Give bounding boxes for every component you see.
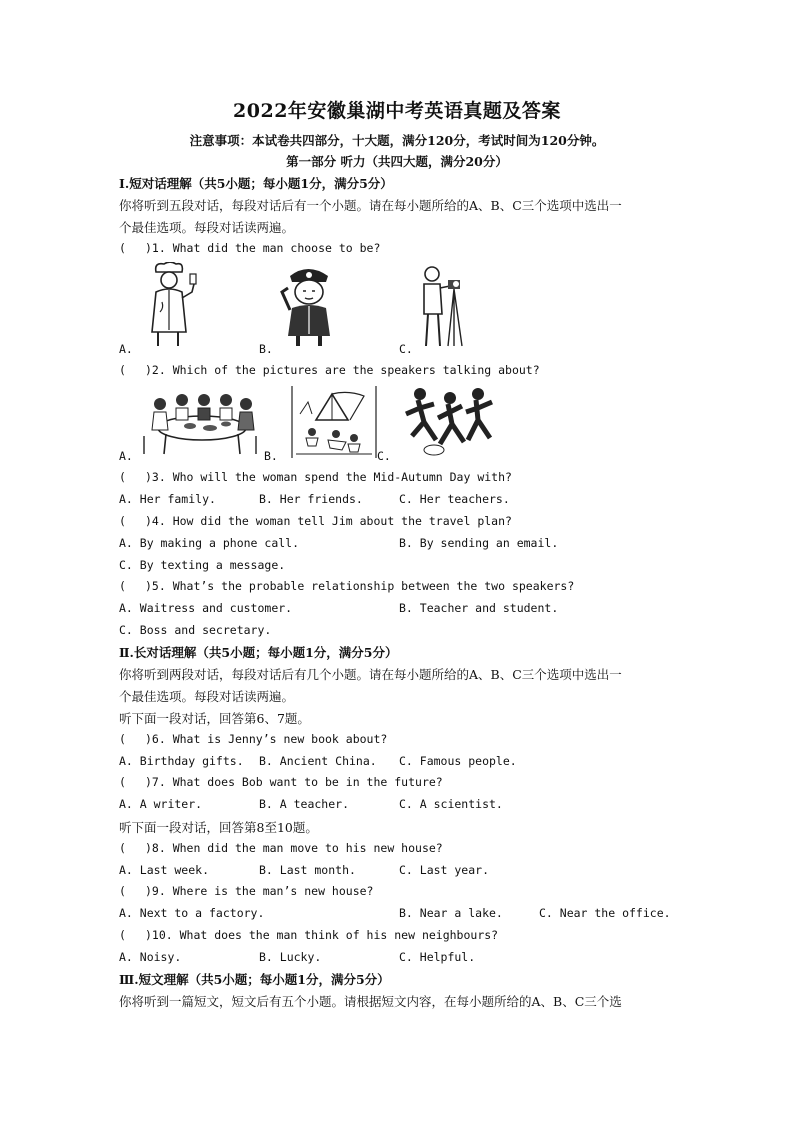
q3-option-b[interactable]: B. Her friends. (259, 492, 363, 506)
q6-option-a[interactable]: A. Birthday gifts. (119, 754, 244, 768)
answer-blank[interactable]: ( (119, 579, 126, 593)
question-9 (119, 884, 373, 898)
question-text: )7. What does Bob want to be in the future? (145, 775, 443, 789)
q1-option-c[interactable]: C. (399, 342, 413, 356)
question-7 (119, 775, 443, 789)
q8-option-a[interactable]: A. Last week. (119, 863, 210, 877)
question-text: )10. What does the man think of his new neighbours? (145, 928, 499, 942)
question-text: )4. How did the woman tell Jim about the travel plan? (145, 514, 512, 528)
section-2-instruction-cont: 个最佳选项。每段对话读两遍。 (119, 689, 295, 704)
section-2-heading: Ⅱ.长对话理解（共5小题；每小题1分，满分5分） (119, 645, 398, 660)
q5-option-a[interactable]: A. Waitress and customer. (119, 601, 293, 615)
question-8 (119, 841, 443, 855)
exam-notice: 注意事项：本试卷共四部分，十大题，满分120分，考试时间为120分钟。 (189, 133, 605, 148)
q8-option-b[interactable]: B. Last month. (259, 863, 356, 877)
q1-option-b[interactable]: B. (259, 342, 273, 356)
section-2-instruction: 你将听到两段对话，每段对话后有几个小题。请在每小题所给的A、B、C三个选项中选出一 (119, 667, 622, 682)
question-6 (119, 732, 387, 746)
answer-blank[interactable]: ( (119, 884, 126, 898)
q4-option-b[interactable]: B. By sending an email. (399, 536, 559, 550)
answer-blank[interactable]: ( (119, 928, 126, 942)
photographer-picture[interactable] (418, 262, 466, 348)
part-heading: 第一部分 听力（共四大题，满分20分） (286, 154, 508, 169)
q2-option-b[interactable]: B. (264, 449, 278, 463)
question-1 (119, 241, 380, 255)
answer-blank[interactable]: ( (119, 241, 126, 255)
section-1-instruction: 你将听到五段对话，每段对话后有一个小题。请在每小题所给的A、B、C三个选项中选出一 (119, 198, 622, 213)
question-text: )6. What is Jenny’s new book about? (145, 732, 388, 746)
q8-option-c[interactable]: C. Last year. (399, 863, 490, 877)
q2-option-c[interactable]: C. (377, 449, 391, 463)
q10-option-a[interactable]: A. Noisy. (119, 950, 182, 964)
answer-blank[interactable]: ( (119, 775, 126, 789)
q1-option-a[interactable]: A. (119, 342, 133, 356)
q4-option-c[interactable]: C. By texting a message. (119, 558, 286, 572)
section-1-heading: Ⅰ.短对话理解（共5小题；每小题1分，满分5分） (119, 176, 393, 191)
police-officer-picture[interactable] (278, 262, 340, 348)
question-4 (119, 514, 512, 528)
question-text: )3. Who will the woman spend the Mid-Autumn Day with? (145, 470, 512, 484)
section-3-instruction: 你将听到一篇短文，短文后有五个小题。请根据短文内容，在每小题所给的A、B、C三个选 (119, 994, 622, 1009)
answer-blank[interactable]: ( (119, 470, 126, 484)
q3-option-a[interactable]: A. Her family. (119, 492, 216, 506)
question-text: )1. What did the man choose to be? (145, 241, 381, 255)
running-people-picture[interactable] (398, 384, 496, 460)
q7-option-c[interactable]: C. A scientist. (399, 797, 503, 811)
question-10 (119, 928, 498, 942)
doctor-picture[interactable] (140, 262, 198, 348)
section-1-instruction-cont: 个最佳选项。每段对话读两遍。 (119, 220, 295, 235)
q9-option-a[interactable]: A. Next to a factory. (119, 906, 265, 920)
family-dinner-picture[interactable] (140, 390, 262, 456)
camping-picture[interactable] (288, 384, 380, 460)
q5-option-b[interactable]: B. Teacher and student. (399, 601, 559, 615)
q5-option-c[interactable]: C. Boss and secretary. (119, 623, 272, 637)
question-text: )8. When did the man move to his new house? (145, 841, 443, 855)
question-text: )5. What’s the probable relationship between the two speakers? (145, 579, 575, 593)
answer-blank[interactable]: ( (119, 841, 126, 855)
answer-blank[interactable]: ( (119, 363, 126, 377)
answer-blank[interactable]: ( (119, 732, 126, 746)
q7-option-a[interactable]: A. A writer. (119, 797, 203, 811)
q10-option-c[interactable]: C. Helpful. (399, 950, 476, 964)
page-title: 2022年安徽巢湖中考英语真题及答案 (233, 100, 561, 122)
q4-option-a[interactable]: A. By making a phone call. (119, 536, 300, 550)
question-5 (119, 579, 574, 593)
q9-option-c[interactable]: C. Near the office. (539, 906, 671, 920)
q6-option-b[interactable]: B. Ancient China. (259, 754, 377, 768)
question-text: )2. Which of the pictures are the speakers talking about? (145, 363, 540, 377)
section-2-sub-instruction-1: 听下面一段对话，回答第6、7题。 (119, 711, 310, 726)
q6-option-c[interactable]: C. Famous people. (399, 754, 517, 768)
q9-option-b[interactable]: B. Near a lake. (399, 906, 503, 920)
q3-option-c[interactable]: C. Her teachers. (399, 492, 510, 506)
section-2-sub-instruction-2: 听下面一段对话，回答第8至10题。 (119, 820, 318, 835)
answer-blank[interactable]: ( (119, 514, 126, 528)
question-2 (119, 363, 540, 377)
question-3 (119, 470, 512, 484)
q2-option-a[interactable]: A. (119, 449, 133, 463)
q7-option-b[interactable]: B. A teacher. (259, 797, 350, 811)
question-text: )9. Where is the man’s new house? (145, 884, 374, 898)
q10-option-b[interactable]: B. Lucky. (259, 950, 322, 964)
section-3-heading: Ⅲ.短文理解（共5小题；每小题1分，满分5分） (119, 972, 390, 987)
